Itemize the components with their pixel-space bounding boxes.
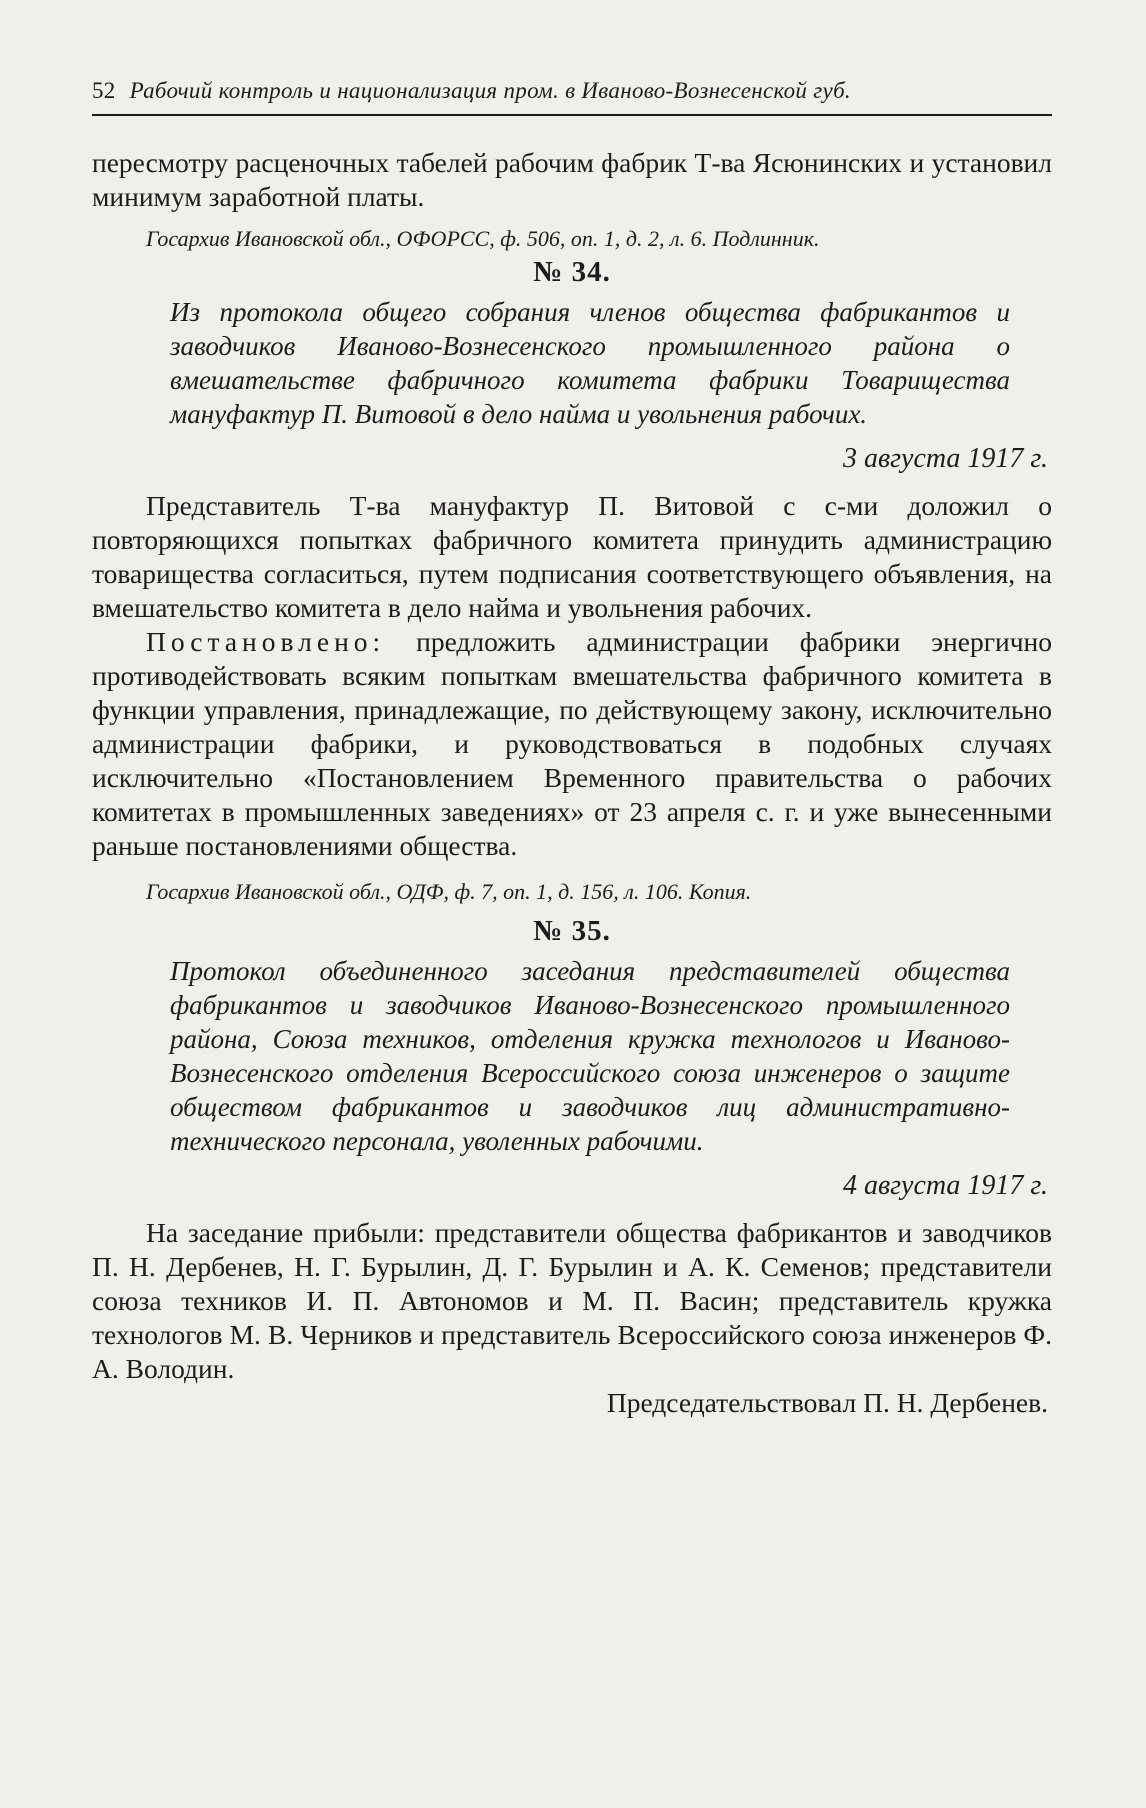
attendees-paragraph: На заседание прибыли: представители общества фабрикантов и заводчиков П. Н. Дербенев, Н. Г. Бурылин, Д. Г. Бурылин и А. К. Семенов; представители союза техников И. П. Автономов и М. П. Васин; представитель кружка технологов М. В. Черников и представитель Всероссийского союза инженеров Ф. А. Володин. xyxy=(92,1217,1052,1384)
document-date-35: 4 августа 1917 г. xyxy=(842,1170,1048,1201)
book-page xyxy=(92,78,1052,1420)
chair-line: Председательствовал П. Н. Дербенев. xyxy=(606,1387,1048,1418)
running-title: Рабочий контроль и национализация пром. в Иваново-Вознесенской губ. xyxy=(129,78,851,103)
document-title-35: Протокол объединенного заседания представителей общества фабрикантов и заводчиков Иваново-Вознесенского промышленного района, Союза техников, отделения кружка технологов и Иваново-Вознесенского отделения Всероссийского союза инженеров о защите обществом фабрикантов и заводчиков лиц административно-технического персонала, уволенных рабочими. xyxy=(170,956,1010,1156)
page-number: 52 xyxy=(92,78,116,103)
document-number-34: № 34. xyxy=(533,256,611,288)
archive-source-note-34: Госархив Ивановской обл., ОДФ, ф. 7, оп. 1, д. 156, л. 106. Копия. xyxy=(146,879,752,904)
archive-source-note: Госархив Ивановской обл., ОФОРСС, ф. 506, оп. 1, д. 2, л. 6. Подлинник. xyxy=(146,226,820,251)
document-number-35: № 35. xyxy=(533,915,611,947)
resolution-paragraph xyxy=(92,625,1052,863)
document-title-34: Из протокола общего собрания членов общества фабрикантов и заводчиков Иваново-Вознесенского промышленного района о вмешательстве фабричного комитета фабрики Товарищества мануфактур П. Витовой в дело найма и увольнения рабочих. xyxy=(170,297,1010,429)
resolved-label: Постановлено: xyxy=(146,626,386,657)
running-header xyxy=(92,78,1052,116)
resolution-text: предложить администрации фабрики энергично противодействовать всяким попыткам вмешательства фабричного комитета в функции управления, принадлежащие, по действующему закону, исключительно администрации фабрики, и руководствоваться в подобных случаях исключительно «Постановлением Временного правительства о рабочих комитетах в промышленных заведениях» от 23 апреля с. г. и уже вынесенными раньше постановлениями общества. xyxy=(92,626,1052,861)
continuation-paragraph: пересмотру расценочных табелей рабочим фабрик Т-ва Ясюнинских и установил минимум заработной платы. xyxy=(92,147,1052,212)
document-date-34: 3 августа 1917 г. xyxy=(842,443,1048,474)
report-paragraph: Представитель Т-ва мануфактур П. Витовой с с-ми доложил о повторяющихся попытках фабричного комитета принудить администрацию товарищества согласиться, путем подписания соответствующего объявления, на вмешательство комитета в дело найма и увольнения рабочих. xyxy=(92,490,1052,623)
